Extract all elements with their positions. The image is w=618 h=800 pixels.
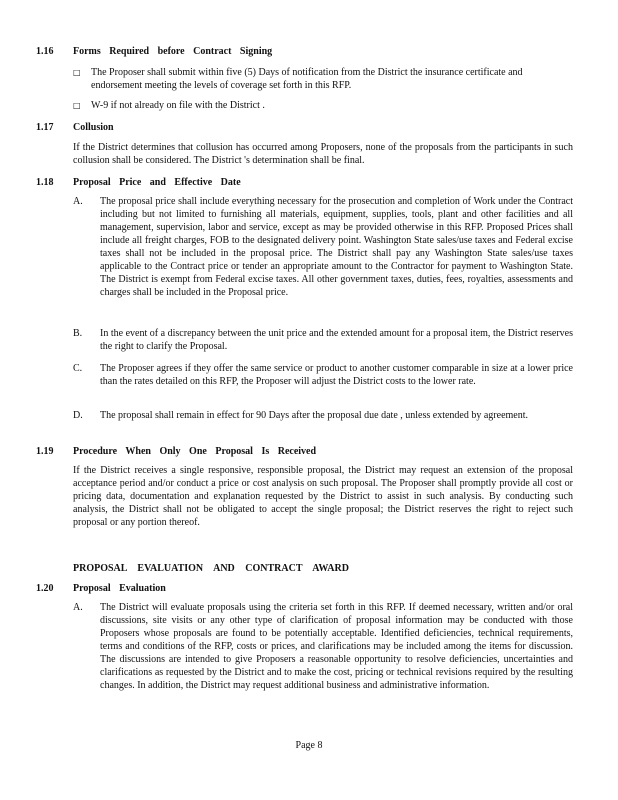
section-number: 1.20 [36, 583, 54, 594]
bullet-square-icon: □ [73, 68, 81, 77]
item-text: The proposal shall remain in effect for 90 Days after the proposal due date , unless extended by agreement. [100, 410, 528, 421]
item-letter: B. [73, 328, 83, 339]
item-text: In the event of a discrepancy between the unit price and the extended amount for a proposal item, the District reserves the right to clarify the Proposal. [100, 328, 573, 352]
item-text: The proposal price shall include everything necessary for the prosecution and completion of Work under the Contract including but not limited to furnishing all materials, equipment, supplies, tools, plant and other facilities and all management, supervision, labor and service, except as may be provided otherwise in this RFP. Proposed Prices shall include all freight charges, FOB to the designated delivery point. Washington State sales/use taxes and Federal excise taxes shall not be included in the proposal price. The District shall pay any Washington State sales/use taxes applicable to the Contract price or tender an appropriate amount to the Contractor for payment to Washington State. The District is exempt from Federal excise taxes. All other government taxes, duties, fees, royalties, assessments and charges shall be included in the Proposal price. [100, 196, 573, 298]
list-item [73, 601, 573, 692]
list-item [73, 327, 573, 353]
section-heading-1-20 [36, 582, 596, 595]
section-body: If the District determines that collusion has occurred among Proposers, none of the proposals from the participants in such collusion shall be considered. The District 's determination shall be final. [73, 142, 573, 166]
section-title: Procedure When Only One Proposal Is Received [73, 446, 317, 457]
bullet-item [73, 66, 573, 92]
item-letter: A. [73, 602, 83, 613]
list-item [73, 195, 573, 299]
list-item [73, 362, 573, 388]
section-title: Forms Required before Contract Signing [73, 46, 273, 57]
section-heading-1-17 [36, 121, 596, 134]
item-letter: D. [73, 410, 83, 421]
item-text: The Proposer agrees if they offer the same service or product to another customer comparable in size at a lower price than the rates detailed on this RFP, the Proposer will adjust the District costs to the lower rate. [100, 363, 573, 387]
section-number: 1.18 [36, 177, 54, 188]
list-item [73, 409, 573, 422]
section-heading-1-19 [36, 445, 596, 458]
section-title: Collusion [73, 122, 114, 133]
bullet-square-icon: □ [73, 101, 81, 110]
section-body: If the District receives a single responsive, responsible proposal, the District may request an extension of the proposal acceptance period and/or conduct a price or cost analysis on such proposal. The Proposer shall promptly provide all cost or pricing data, documentation and explanation requested by the District to assist in such analysis. By conducting such analysis, the District shall not be obligated to accept the single proposal; the District reserves the right to reject such proposal or any portion thereof. [73, 465, 573, 528]
section-number: 1.19 [36, 446, 54, 457]
part-heading: PROPOSAL EVALUATION AND CONTRACT AWARD [73, 563, 349, 574]
bullet-text: The Proposer shall submit within five (5) Days of notification from the District the insurance certificate and endorsement meeting the levels of coverage set forth in this RFP. [91, 67, 523, 91]
section-title: Proposal Evaluation [73, 583, 166, 594]
bullet-item [73, 99, 573, 112]
item-text: The District will evaluate proposals using the criteria set forth in this RFP. If deemed necessary, written and/or oral discussions, site visits or any other type of clarification of proposal information may be conducted with those Proposers whose proposals are found to be potentially acceptable. Identified deficiencies, technical requirements, terms and conditions of the RFP, costs or prices, and clarifications may be included among the items for discussion. The discussions are intended to give Proposers a reasonable opportunity to resolve deficiencies, uncertainties and clarifications as requested by the District and to make the cost, pricing or technical revisions required by the resulting changes. In addition, the District may request additional business and administrative information. [100, 602, 573, 691]
section-number: 1.16 [36, 46, 54, 57]
page-number: Page 8 [295, 740, 323, 751]
section-number: 1.17 [36, 122, 54, 133]
item-letter: A. [73, 196, 83, 207]
item-letter: C. [73, 363, 83, 374]
bullet-text: W-9 if not already on file with the District . [91, 100, 265, 111]
section-heading-1-18 [36, 176, 596, 189]
section-title: Proposal Price and Effective Date [73, 177, 241, 188]
section-heading-1-16 [36, 45, 596, 58]
